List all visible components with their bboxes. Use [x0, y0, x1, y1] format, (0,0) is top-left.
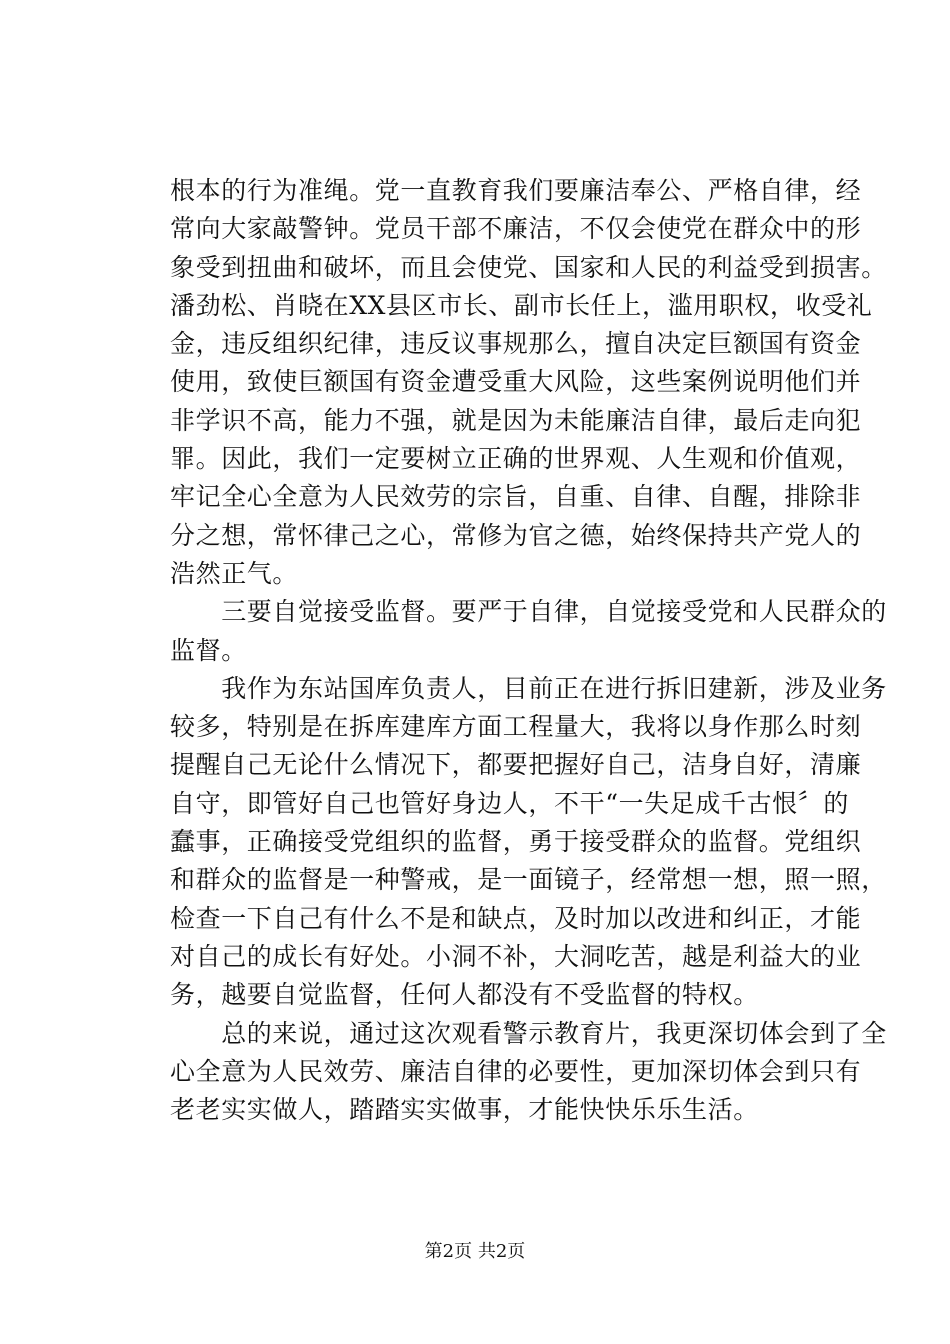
text-line: 监督。 — [170, 635, 247, 665]
text-line: 分之想，常怀律己之心，常修为官之德，始终保持共产党人的 — [170, 520, 862, 550]
text-line: 自守，即管好自己也管好身边人，不干“一失足成千古恨〞的 — [170, 788, 849, 818]
paragraph-start-line: 我作为东站国库负责人，目前正在进行拆旧建新，涉及业务 — [170, 673, 887, 703]
text-line: 提醒自己无论什么情况下，都要把握好自己，洁身自好，清廉 — [170, 750, 862, 780]
text-line: 浩然正气。 — [170, 558, 299, 588]
text-line: 常向大家敲警钟。党员干部不廉洁，不仅会使党在群众中的形 — [170, 214, 862, 244]
text-line: 罪。因此，我们一定要树立正确的世界观、人生观和价值观， — [170, 444, 862, 474]
text-line: 心全意为人民效劳、廉洁自律的必要性，更加深切体会到只有 — [170, 1056, 862, 1086]
text-line: 对自己的成长有好处。小洞不补，大洞吃苦，越是利益大的业 — [170, 941, 862, 971]
text-line: 务，越要自觉监督，任何人都没有不受监督的特权。 — [170, 980, 759, 1010]
text-line: 使用，致使巨额国有资金遭受重大风险，这些案例说明他们并 — [170, 367, 862, 397]
text-line: 老老实实做人，踏踏实实做事，才能快快乐乐生活。 — [170, 1095, 759, 1125]
text-line: 金，违反组织纪律，违反议事规那么，擅自决定巨额国有资金 — [170, 329, 862, 359]
paragraph-start-line: 总的来说，通过这次观看警示教育片，我更深切体会到了全 — [170, 1018, 887, 1048]
page-footer: 第2页 共2页 — [424, 1241, 526, 1262]
text-line: 蠢事，正确接受党组织的监督，勇于接受群众的监督。党组织 — [170, 827, 862, 857]
paragraph-start-line: 三要自觉接受监督。要严于自律，自觉接受党和人民群众的 — [170, 597, 887, 627]
text-line: 根本的行为准绳。党一直教育我们要廉洁奉公、严格自律，经 — [170, 176, 862, 205]
text-line: 较多，特别是在拆库建库方面工程量大，我将以身作那么时刻 — [170, 712, 862, 742]
document-body — [170, 172, 887, 1129]
text-line: 检查一下自己有什么不是和缺点，及时加以改进和纠正，才能 — [170, 903, 862, 933]
text-line: 非学识不高，能力不强，就是因为未能廉洁自律，最后走向犯 — [170, 405, 862, 435]
text-line: 象受到扭曲和破坏，而且会使党、国家和人民的利益受到损害。 — [170, 252, 887, 282]
text-line: 和群众的监督是一种警戒，是一面镜子，经常想一想，照一照， — [170, 865, 887, 895]
text-line: 潘劲松、肖晓在XX县区市长、副市长任上，滥用职权，收受礼 — [170, 290, 873, 320]
text-line: 牢记全心全意为人民效劳的宗旨，自重、自律、自醒，排除非 — [170, 482, 862, 512]
